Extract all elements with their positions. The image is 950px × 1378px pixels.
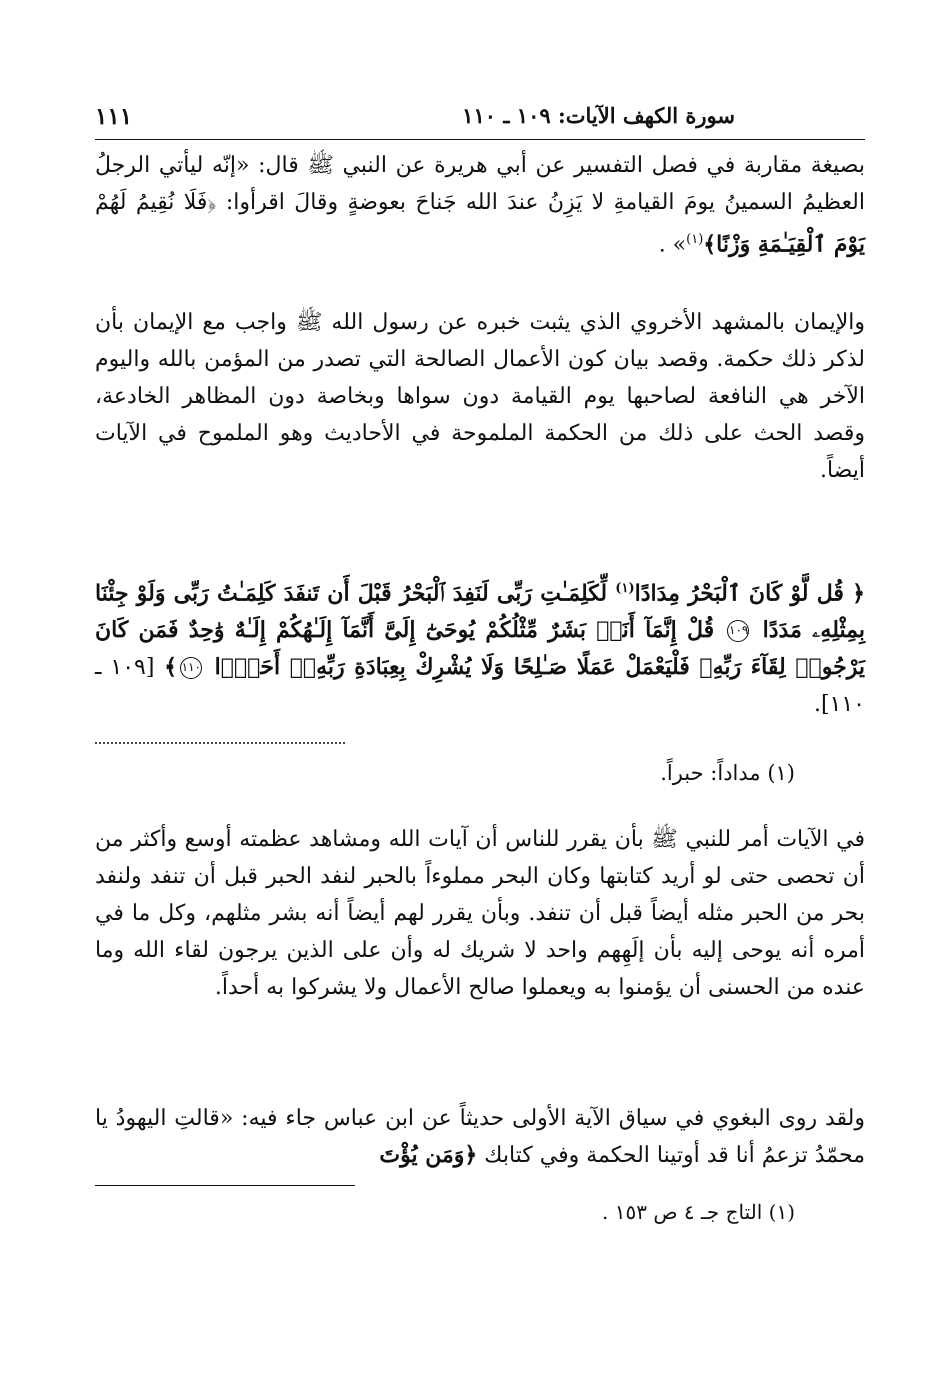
footnote-ref: (١) (686, 232, 704, 247)
paragraph-4 (95, 1100, 865, 1174)
ayah-number-110: ١١٠ (180, 657, 202, 679)
paragraph-2: والإيمان بالمشهد الأخروي الذي يثبت خبره عن رسول الله ﷺ واجب مع الإيمان بأن لذكر ذلك حكمة. وقصد بيان كون الأعمال الصالحة التي تصدر من المؤمن بالله واليوم الآخر هي النافعة لصاحبها يوم القيامة دون سواها وبخاصة دون المظاهر الخادعة، وقصد الحث على ذلك من الحكمة الملموحة في الأحاديث وهو الملموح في الآيات أيضاً. (95, 310, 865, 483)
paragraph-1-end: » . (658, 232, 687, 258)
paragraph-1-line-2: العظيمُ السمينُ يومَ القيامةِ لا يَزِنُ عندَ الله جَناحَ بعوضةٍ وقالَ اقرأوا: ﴿فَلَا نُقِيمُ لَهُمْ (95, 190, 865, 215)
paragraph-1-quran: يَوْمَ ٱلْقِيَـٰمَةِ وَزْنًا﴾ (703, 231, 865, 258)
paragraph-3: في الآيات أمر للنبي ﷺ بأن يقرر للناس أن آيات الله ومشاهد عظمته أوسع وأكثر من أن تحصى حتى لو أريد كتابتها وكان البحر مملوءاً بالحبر لنفد الحبر قبل أن تنفد ولنفد بحر من الحبر مثله أيضاً قبل أن تنفد. وبأن يقرر لهم أيضاً أنه بشر مثلهم، وكل ما في أمره أنه يوحى إليه بأن إلَهِهم واحد لا شريك له وأن على الذين يرجون لقاء الله وما عنده من الحسنى أن يؤمنوا به ويعملوا صالح الأعمال ولا يشركوا به أحداً. (95, 827, 865, 1000)
quran-verse-block (95, 570, 865, 723)
verse-range: [١٠٩ ـ ١١٠]. (95, 655, 865, 718)
dotted-separator (95, 742, 345, 744)
verse-part-2: لِّكَلِمَـٰتِ رَبِّى لَنَفِدَ ٱلْبَحْرُ قَبْلَ أَن تَنفَدَ كَلِمَـٰتُ رَبِّى وَلَوْ جِئْنَا بِمِثْلِهِۦ مَدَدًا (95, 580, 865, 644)
verse-footnote-ref: (١) (615, 581, 635, 596)
verse-part-1: ﴿ قُل لَّوْ كَانَ ٱلْبَحْرُ مِدَادًا (634, 580, 865, 607)
verse-close: ﴾ (164, 654, 177, 681)
paragraph-4-quran: ﴿وَمَن يُؤْتَ (379, 1142, 478, 1168)
ayah-number-109: ١٠٩ (727, 620, 749, 642)
header-title: سورة الكهف الآيات: ١٠٩ ـ ١١٠ (462, 103, 735, 128)
footnote-separator (95, 1185, 355, 1186)
paragraph-4-line-2: «قالتِ اليهودُ يا محمّدُ تزعمُ أنا قد أوتينا الحكمة وفي كتابك (95, 1106, 865, 1168)
page-number: ١١١ (95, 103, 133, 130)
paragraph-1-line-1: بصيغة مقاربة في فصل التفسير عن أبي هريرة عن النبي ﷺ قال: «إنّه ليأتي الرجلُ (95, 153, 865, 178)
inline-footnote: (١) مداداً: حبراً. (660, 761, 795, 785)
paragraph-4-line-1: ولقد روى البغوي في سياق الآية الأولى حديثاً عن ابن عباس جاء فيه: (241, 1106, 865, 1131)
running-header (95, 103, 865, 140)
bottom-footnote: (١) التاج جـ ٤ ص ١٥٣ . (602, 1200, 795, 1224)
verse-part-3: قُلْ إِنَّمَآ أَنَا۠ بَشَرٌ مِّثْلُكُمْ يُوحَىٰٓ إِلَىَّ أَنَّمَآ إِلَـٰهُكُمْ إِلَـٰهٌ وَٰحِدٌ فَمَن كَانَ يَرْجُوا۟ لِقَآءَ رَبِّهِۦ فَلْيَعْمَلْ عَمَلًا صَـٰلِحًا وَلَا يُشْرِكْ بِعِبَادَةِ رَبِّهِۦٓ أَحَدًۢا (95, 617, 865, 681)
book-page (95, 95, 865, 1355)
paragraph-1 (95, 147, 865, 263)
